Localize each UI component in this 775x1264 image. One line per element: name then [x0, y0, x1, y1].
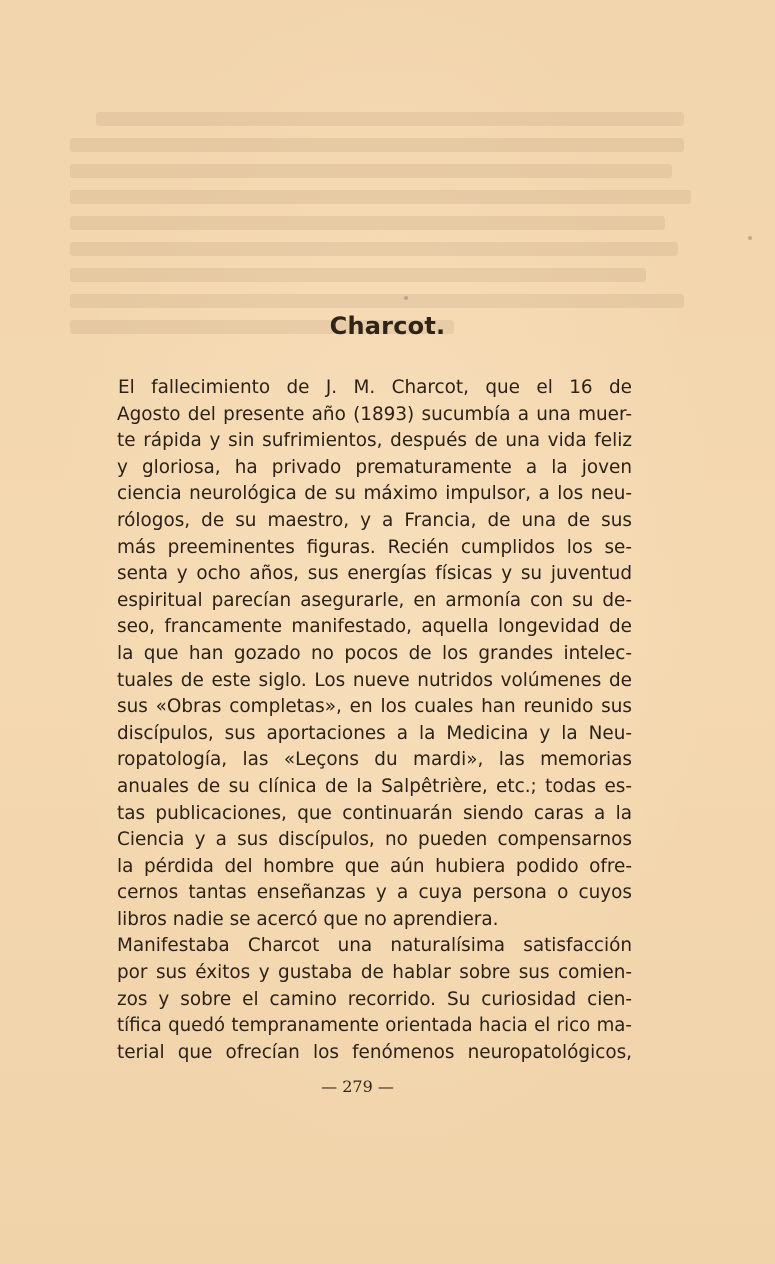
chapter-title: Charcot. [329, 312, 446, 340]
text-line: la pérdida del hombre que aún hubiera podido ofre- [117, 855, 632, 877]
text-line: senta y ocho años, sus energías físicas y su juventud [117, 563, 632, 585]
text-line: la que han gozado no pocos de los grandes intelec- [117, 642, 632, 664]
text-line: Manifestaba Charcot una naturalísima satisfacción [117, 935, 632, 957]
text-line: zos y sobre el camino recorrido. Su curiosidad cien- [117, 988, 632, 1010]
body-text [117, 375, 632, 1066]
paper-speck [748, 236, 752, 240]
text-line: El fallecimiento de J. M. Charcot, que el 16 de [118, 377, 632, 398]
text-line: Ciencia y a sus discípulos, no pueden compensarnos [117, 829, 632, 851]
text-line: discípulos, sus aportaciones a la Medicina y la Neu- [117, 722, 632, 744]
text-line: por sus éxitos y gustaba de hablar sobre sus comien- [117, 962, 632, 984]
text-line: terial que ofrecían los fenómenos neuropatológicos, [117, 1041, 632, 1063]
paper-speck [404, 296, 408, 300]
text-line: te rápida y sin sufrimientos, después de una vida feliz [117, 430, 632, 452]
text-line: tífica quedó tempranamente orientada hacia el rico ma- [117, 1015, 632, 1037]
text-line: rólogos, de su maestro, y a Francia, de una de sus [117, 509, 632, 531]
text-line: Agosto del presente año (1893) sucumbía a una muer- [117, 403, 632, 425]
text-line: tuales de este siglo. Los nueve nutridos volúmenes de [117, 669, 632, 691]
text-line: ciencia neurológica de su máximo impulsor, a los neu- [117, 483, 632, 505]
text-line: más preeminentes figuras. Recién cumplidos los se- [117, 536, 632, 558]
text-line: espiritual parecían asegurarle, en armonía con su de- [117, 589, 632, 611]
text-line: ropatología, las «Leçons du mardi», las memorias [117, 749, 632, 771]
text-line: tas publicaciones, que continuarán siendo caras a la [117, 802, 632, 824]
text-line: seo, francamente manifestado, aquella longevidad de [117, 616, 632, 638]
page-number: — 279 — [321, 1077, 394, 1096]
text-line: anuales de su clínica de la Salpêtrière, etc.; todas es- [117, 775, 632, 797]
text-line: libros nadie se acercó que no aprendiera. [117, 908, 499, 930]
text-line: y gloriosa, ha privado prematuramente a la joven [117, 456, 632, 478]
text-line: cernos tantas enseñanzas y a cuya persona o cuyos [117, 882, 632, 904]
text-line: sus «Obras completas», en los cuales han reunido sus [117, 696, 632, 718]
